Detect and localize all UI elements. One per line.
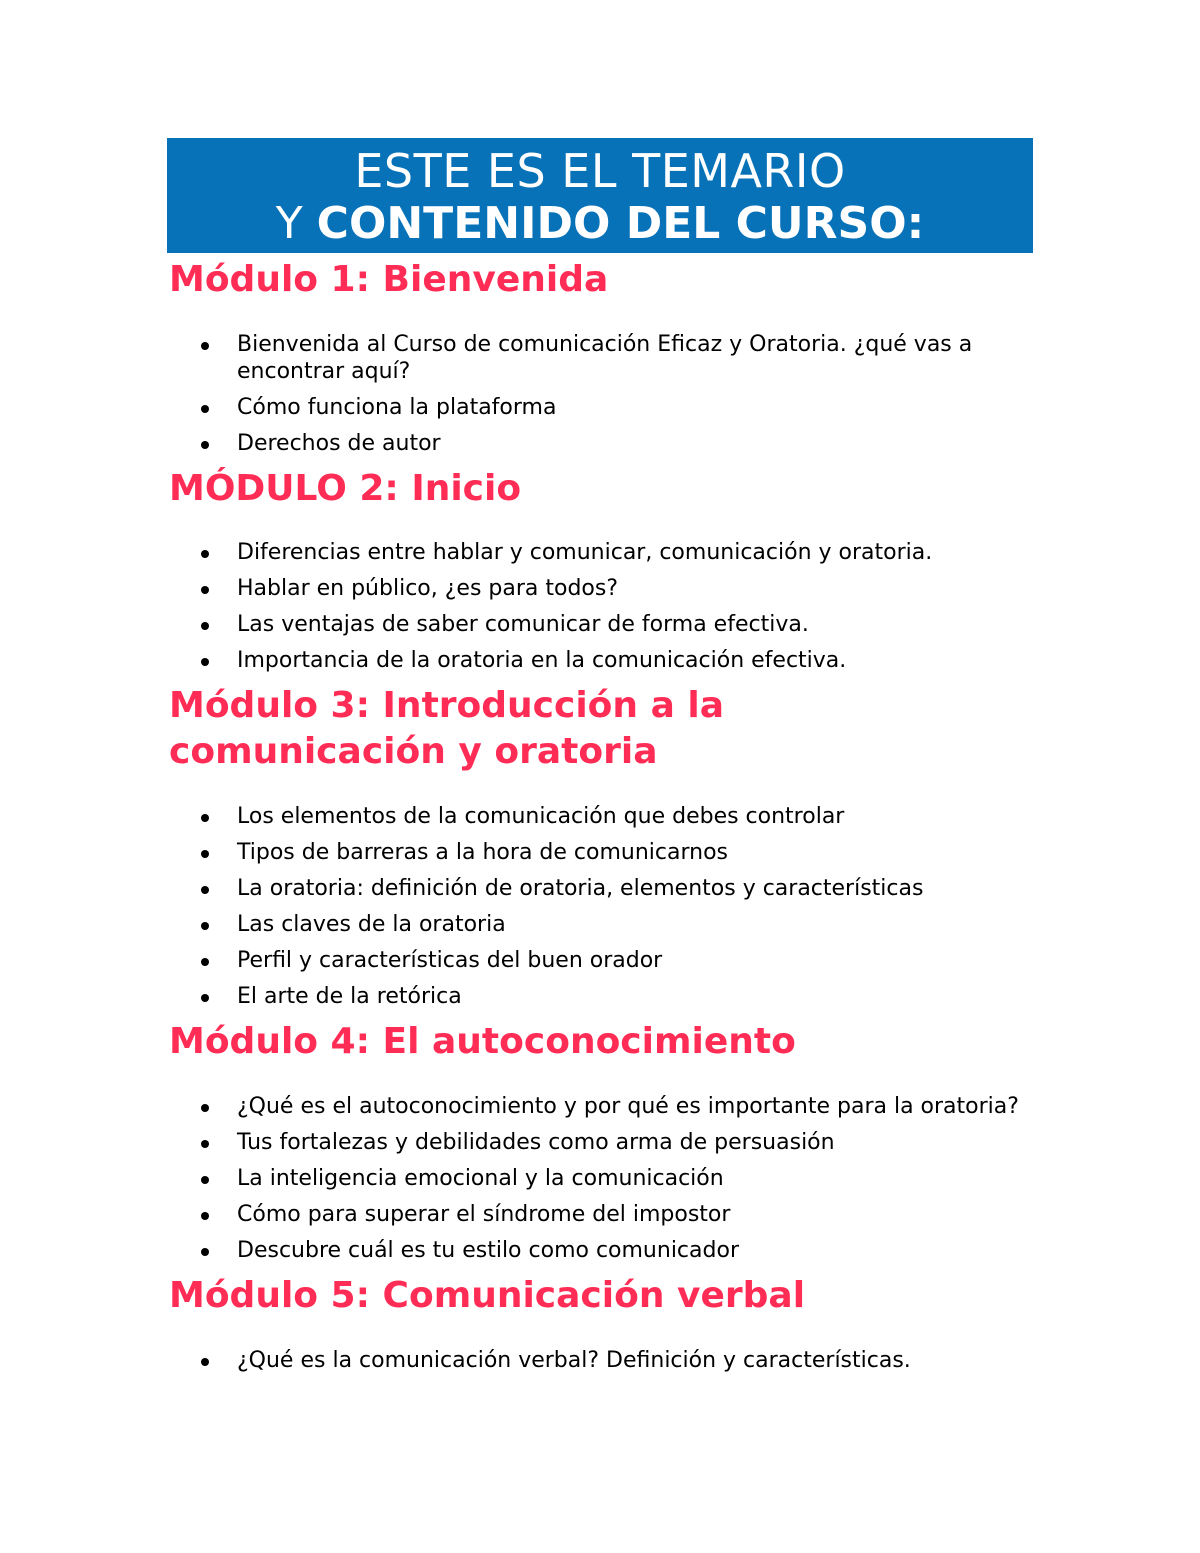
topic-list (167, 331, 1033, 457)
bullet-icon (201, 886, 209, 894)
bullet-icon (201, 1358, 209, 1366)
list-item (167, 1165, 1033, 1192)
list-item-text: Cómo para superar el síndrome del impostor (237, 1202, 731, 1227)
list-item-text: Bienvenida al Curso de comunicación Eficaz y Oratoria. ¿qué vas a encontrar aquí? (237, 332, 973, 384)
module-title: Módulo 4: El autoconocimiento (169, 1021, 796, 1062)
bullet-icon (201, 994, 209, 1002)
list-item (167, 947, 1033, 974)
list-item (167, 430, 1033, 457)
bullet-icon (201, 622, 209, 630)
list-item (167, 539, 1033, 566)
bullet-icon (201, 342, 209, 350)
list-item (167, 611, 1033, 638)
list-item-text: Perfil y características del buen orador (237, 948, 663, 973)
document-page (167, 138, 1033, 1383)
list-item-text: ¿Qué es el autoconocimiento y por qué es importante para la oratoria? (237, 1094, 1019, 1119)
list-item (167, 839, 1033, 866)
module-1 (167, 257, 1033, 457)
title-banner (167, 138, 1033, 253)
bullet-icon (201, 1140, 209, 1148)
bullet-icon (201, 441, 209, 449)
bullet-icon (201, 1248, 209, 1256)
module-title: Módulo 1: Bienvenida (169, 259, 609, 300)
banner-title-line2 (167, 198, 1033, 250)
list-item-text: Tipos de barreras a la hora de comunicarnos (237, 840, 728, 865)
bullet-icon (201, 922, 209, 930)
list-item (167, 331, 1033, 385)
list-item (167, 983, 1033, 1010)
list-item (167, 1347, 1033, 1374)
list-item-text: Cómo funciona la plataforma (237, 395, 557, 420)
list-item-text: Descubre cuál es tu estilo como comunicador (237, 1238, 739, 1263)
list-item-text: La oratoria: definición de oratoria, elementos y características (237, 876, 924, 901)
list-item-text: El arte de la retórica (237, 984, 462, 1009)
list-item-text: Importancia de la oratoria en la comunicación efectiva. (237, 648, 847, 673)
bullet-icon (201, 814, 209, 822)
list-item (167, 875, 1033, 902)
banner-title-bold: CONTENIDO DEL CURSO: (316, 198, 925, 249)
list-item-text: Los elementos de la comunicación que debes controlar (237, 804, 845, 829)
banner-title-line1: ESTE ES EL TEMARIO (354, 144, 846, 198)
module-title: MÓDULO 2: Inicio (169, 468, 522, 509)
module-2 (167, 466, 1033, 674)
bullet-icon (201, 1104, 209, 1112)
bullet-icon (201, 550, 209, 558)
list-item-text: ¿Qué es la comunicación verbal? Definición y características. (237, 1348, 911, 1373)
bullet-icon (201, 958, 209, 966)
list-item (167, 575, 1033, 602)
list-item (167, 1201, 1033, 1228)
list-item (167, 1237, 1033, 1264)
list-item-text: Las ventajas de saber comunicar de forma efectiva. (237, 612, 809, 637)
bullet-icon (201, 1212, 209, 1220)
topic-list (167, 1093, 1033, 1264)
bullet-icon (201, 586, 209, 594)
module-4 (167, 1019, 1033, 1264)
bullet-icon (201, 658, 209, 666)
list-item (167, 394, 1033, 421)
topic-list (167, 539, 1033, 674)
list-item-text: Diferencias entre hablar y comunicar, comunicación y oratoria. (237, 540, 933, 565)
list-item (167, 911, 1033, 938)
list-item (167, 803, 1033, 830)
list-item-text: Las claves de la oratoria (237, 912, 506, 937)
list-item (167, 647, 1033, 674)
list-item (167, 1129, 1033, 1156)
module-3 (167, 683, 1033, 1010)
list-item (167, 1093, 1033, 1120)
banner-title-prefix: Y (275, 198, 317, 249)
bullet-icon (201, 405, 209, 413)
list-item-text: Derechos de autor (237, 431, 441, 456)
module-title: Módulo 5: Comunicación verbal (169, 1275, 806, 1316)
topic-list (167, 803, 1033, 1010)
bullet-icon (201, 850, 209, 858)
list-item-text: Tus fortalezas y debilidades como arma de persuasión (237, 1130, 835, 1155)
list-item-text: Hablar en público, ¿es para todos? (237, 576, 619, 601)
bullet-icon (201, 1176, 209, 1184)
module-5 (167, 1273, 1033, 1374)
topic-list (167, 1347, 1033, 1374)
list-item-text: La inteligencia emocional y la comunicación (237, 1166, 724, 1191)
module-title: Módulo 3: Introducción a la comunicación y oratoria (169, 685, 725, 772)
